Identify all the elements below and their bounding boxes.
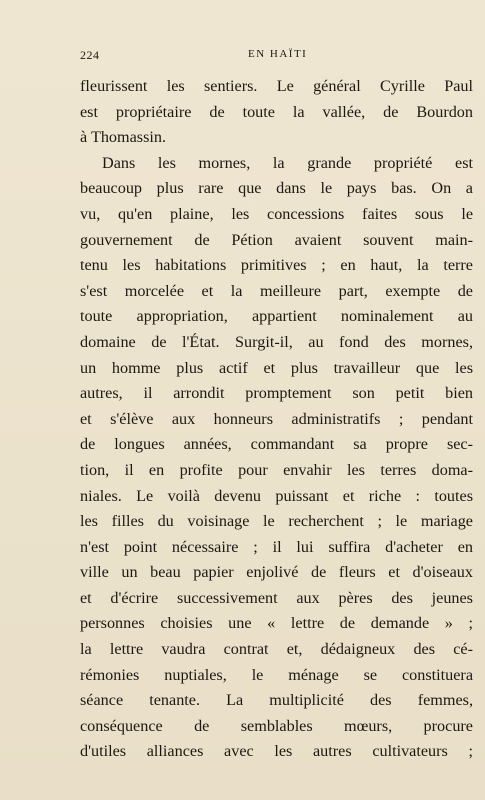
text-line: les filles du voisinage le recherchent ; le mariage — [80, 512, 473, 531]
text-line: tion, il en profite pour envahir les terres doma- — [80, 460, 473, 479]
text-line: conséquence de semblables mœurs, procure — [80, 716, 473, 735]
page-header — [80, 48, 472, 64]
text-line: et s'élève aux honneurs administratifs ; pendant — [80, 409, 473, 428]
text-line: rémonies nuptiales, le ménage se constituera — [80, 665, 473, 684]
text-line: ville un beau papier enjolivé de fleurs et d'oiseaux — [80, 563, 473, 582]
page-number: 224 — [80, 48, 100, 62]
text-line: toute appropriation, appartient nominalement au — [80, 307, 473, 326]
text-line: n'est point nécessaire ; il lui suffira d'acheter en — [80, 537, 473, 556]
text-line: tenu les habitations primitives ; en haut, la terre — [80, 256, 473, 275]
paragraph-first-line: Dans les mornes, la grande propriété est — [102, 153, 473, 172]
text-line: beaucoup plus rare que dans le pays bas. On a — [80, 179, 473, 198]
text-line: séance tenante. La multiplicité des femmes, — [80, 691, 473, 710]
text-line: et d'écrire successivement aux pères des jeunes — [80, 588, 473, 607]
text-line: la lettre vaudra contrat et, dédaigneux des cé- — [80, 640, 473, 659]
text-line: un homme plus actif et plus travailleur que les — [80, 358, 473, 377]
running-title: EN HAÏTI — [248, 48, 308, 60]
text-line: est propriétaire de toute la vallée, de Bourdon — [80, 102, 473, 121]
text-line: gouvernement de Pétion avaient souvent main- — [80, 230, 473, 249]
text-line: d'utiles alliances avec les autres cultivateurs ; — [80, 742, 473, 761]
text-line: de longues années, commandant sa propre sec- — [80, 435, 473, 454]
text-line: niales. Le voilà devenu puissant et riche : toutes — [80, 486, 473, 505]
text-line: personnes choisies une « lettre de demande » ; — [80, 614, 473, 633]
text-line: autres, il arrondit promptement son petit bien — [80, 384, 473, 403]
text-line: à Thomassin. — [80, 128, 167, 147]
text-line: domaine de l'État. Surgit-il, au fond des mornes, — [80, 332, 473, 351]
text-line: fleurissent les sentiers. Le général Cyrille Paul — [80, 77, 473, 95]
body-text — [80, 74, 473, 765]
text-line: vu, qu'en plaine, les concessions faites sous le — [80, 204, 473, 223]
text-line: s'est morcelée et la meilleure part, exempte de — [80, 281, 473, 300]
